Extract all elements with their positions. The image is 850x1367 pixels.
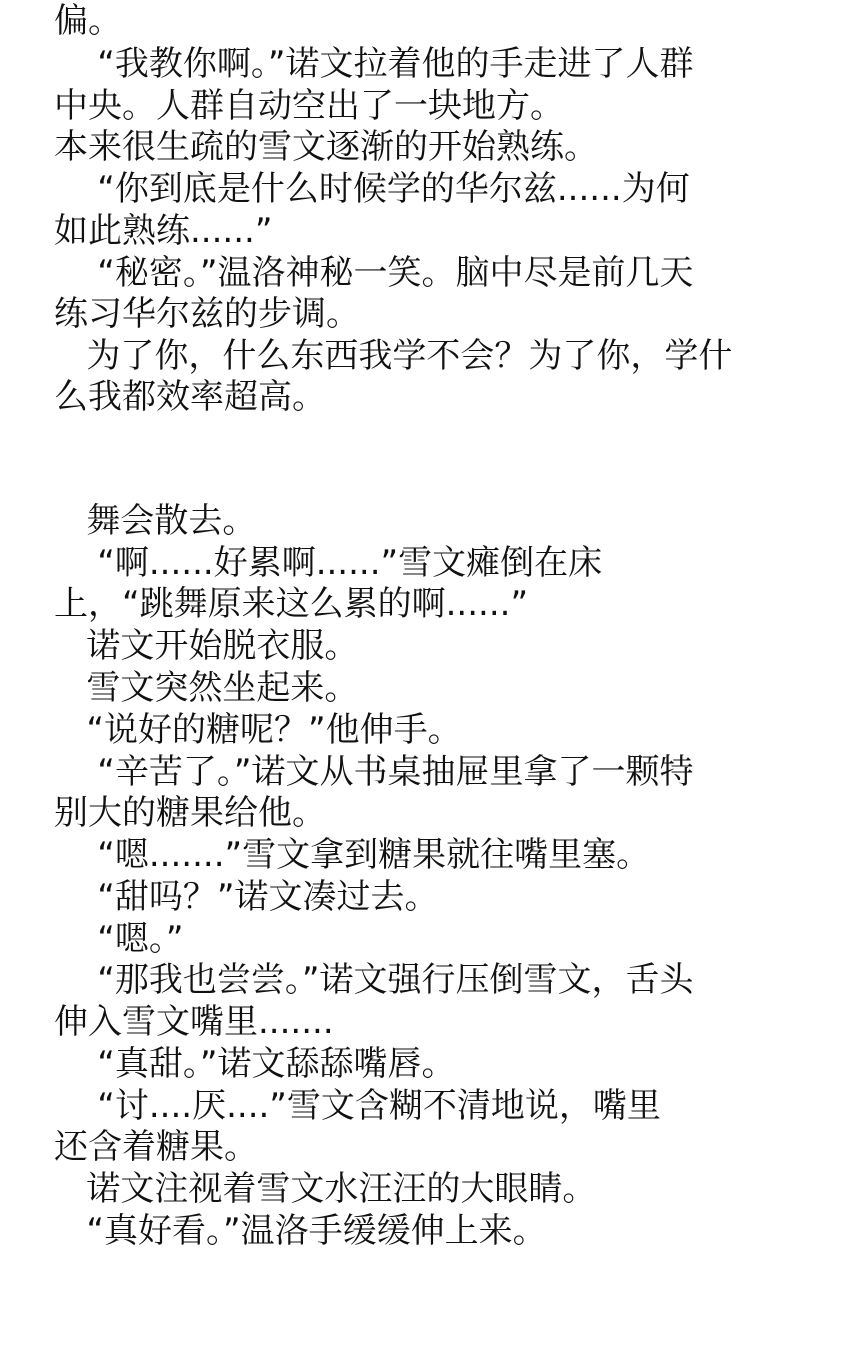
text-line: “真甜。”诺文舔舔嘴唇。: [54, 1044, 456, 1084]
text-line: 中央。人群自动空出了一块地方。: [54, 86, 564, 126]
text-line: “嗯.......”雪文拿到糖果就往嘴里塞。: [54, 835, 651, 875]
text-line: 雪文突然坐起来。: [54, 668, 359, 708]
text-line: “我教你啊。”诺文拉着他的手走进了人群: [54, 44, 694, 84]
text-line: 练习华尔兹的步调。: [54, 294, 360, 334]
text-line: 么我都效率超高。: [54, 377, 326, 417]
text-line: “甜吗？”诺文凑过去。: [54, 877, 439, 917]
text-line: 为了你，什么东西我学不会？为了你，学什: [54, 336, 733, 376]
text-line: “你到底是什么时候学的华尔兹......为何: [54, 169, 690, 209]
text-line: 还含着糖果。: [54, 1127, 258, 1167]
text-line: 诺文开始脱衣服。: [54, 626, 359, 666]
text-line: 诺文注视着雪文水汪汪的大眼睛。: [54, 1169, 597, 1209]
text-line: 上，“跳舞原来这么累的啊......”: [54, 584, 529, 624]
text-line: 伸入雪文嘴里.......: [54, 1002, 334, 1042]
text-line: “真好看。”温洛手缓缓伸上来。: [54, 1211, 547, 1251]
text-line: 别大的糖果给他。: [54, 793, 326, 833]
text-line: “辛苦了。”诺文从书桌抽屉里拿了一颗特: [54, 752, 694, 792]
text-line: “讨....厌....”雪文含糊不清地说，嘴里: [54, 1086, 661, 1126]
text-line: 偏。: [54, 1, 122, 41]
text-line: “嗯。”: [54, 919, 184, 959]
text-line: “秘密。”温洛神秘一笑。脑中尽是前几天: [54, 253, 694, 293]
text-line: “那我也尝尝。”诺文强行压倒雪文，舌头: [54, 960, 694, 1000]
text-line: 舞会散去。: [54, 501, 257, 541]
text-line: “啊......好累啊......”雪文瘫倒在床: [54, 543, 603, 583]
text-line: 本来很生疏的雪文逐渐的开始熟练。: [54, 127, 598, 167]
text-line: 如此熟练......”: [54, 211, 273, 251]
text-line: “说好的糖呢？”他伸手。: [54, 710, 462, 750]
